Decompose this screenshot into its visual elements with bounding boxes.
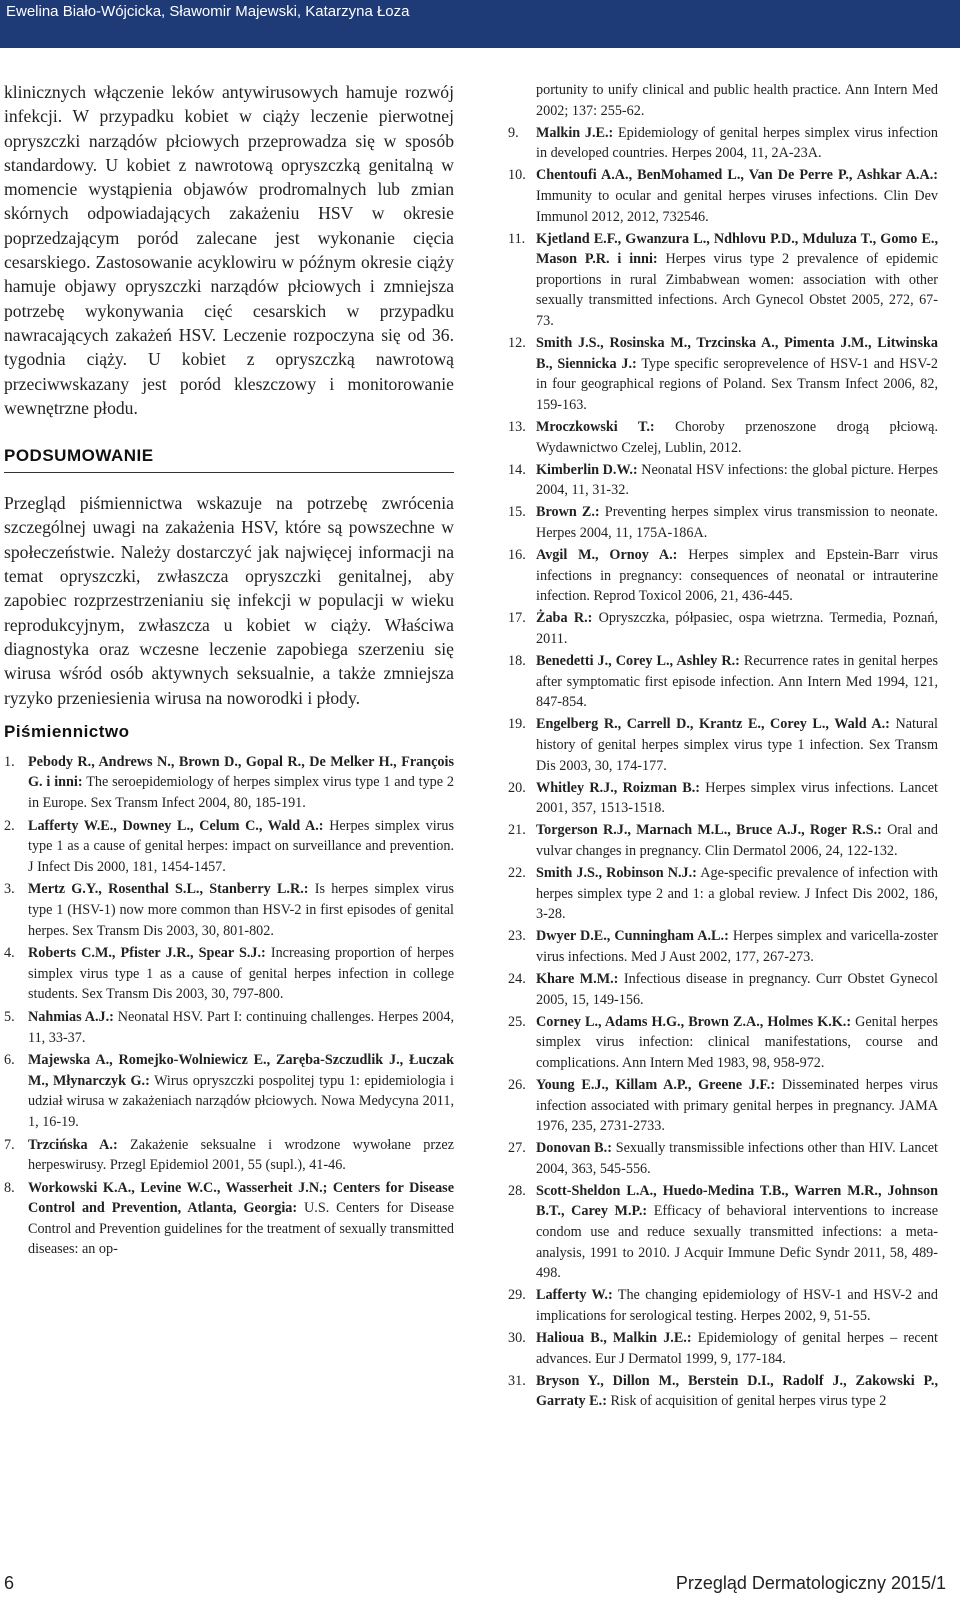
reference-text: Immunity to ocular and genital herpes viruses infections. Clin Dev Immunol 2012, 2012, 732546. xyxy=(536,187,938,225)
reference-authors: Mertz G.Y., Rosenthal S.L., Stanberry L.R.: xyxy=(28,881,309,898)
reference-authors: Avgil M., Ornoy A.: xyxy=(536,547,678,564)
reference-item xyxy=(508,123,938,164)
reference-text: Herpes simplex virus infections. Lancet 2001, 357, 1513-1518. xyxy=(536,779,938,817)
reference-number: 6. xyxy=(4,1052,15,1069)
reference-number: 21. xyxy=(508,822,526,839)
reference-text: Herpes simplex and varicella-zoster virus infections. Med J Aust 2002, 177, 267-273. xyxy=(536,928,938,965)
reference-text: Opryszczka, półpasiec, ospa wietrzna. Termedia, Poznań, 2011. xyxy=(536,610,938,647)
reference-authors: Donovan B.: xyxy=(536,1140,612,1157)
reference-item xyxy=(508,417,938,458)
reference-authors: Brown Z.: xyxy=(536,504,600,521)
reference-authors: Nahmias A.J.: xyxy=(28,1008,114,1025)
reference-text: U.S. Centers for Disease Control and Prevention guidelines for the treatment of sexually transmitted diseases: an op- xyxy=(28,1200,454,1258)
reference-number: 11. xyxy=(508,230,526,247)
reference-text: Efficacy of behavioral interventions to increase condom use and reduce sexually transmitted infections: a meta-analysis, 1991 to 2010. J Acquir Immune Defic Syndr 2011, 58, 489-498. xyxy=(536,1203,938,1282)
page-footer xyxy=(0,1573,960,1597)
reference-number: 2. xyxy=(4,817,15,834)
reference-number: 19. xyxy=(508,716,526,733)
reference-text: Epidemiology of genital herpes simplex virus infection in developed countries. Herpes 2004, 11, 2A-23A. xyxy=(536,124,938,162)
reference-item xyxy=(508,778,938,819)
reference-text: Sexually transmissible infections other than HIV. Lancet 2004, 363, 545-556. xyxy=(536,1140,938,1177)
reference-text: Wirus opryszczki pospolitej typu 1: epidemiologia i udział wirusa w zakażeniach narządów płciowych. Nowa Medycyna 2011, 1, 16-19. xyxy=(28,1072,455,1130)
reference-item xyxy=(4,1050,454,1132)
reference-text: Zakażenie seksualne i wrodzone wywołane przez herpeswirusy. Przegl Epidemiol 2001, 55 (supl.), 41-46. xyxy=(28,1136,454,1174)
reference-text: Neonatal HSV infections: the global picture. Herpes 2004, 11, 31-32. xyxy=(536,461,938,499)
reference-authors: Pebody R., Andrews N., Brown D., Gopal R., De Melker H., François G. i inni: xyxy=(28,753,454,791)
reference-text: Epidemiology of genital herpes – recent advances. Eur J Dermatol 1999, 9, 177-184. xyxy=(536,1330,939,1367)
reference-item xyxy=(508,608,938,649)
reference-item xyxy=(508,926,938,967)
reference-text: Natural history of genital herpes simplex virus type 1 infection. Sex Transm Dis 2003, 30, 174-177. xyxy=(536,716,938,774)
reference-item xyxy=(508,1181,938,1284)
reference-text: Recurrence rates in genital herpes after symptomatic first episode infection. Ann Intern Med 1994, 121, 847-854. xyxy=(536,653,938,711)
page-number: 6 xyxy=(4,1573,15,1593)
summary-heading: PODSUMOWANIE xyxy=(4,446,454,473)
reference-number: 1. xyxy=(4,753,15,770)
reference-number: 18. xyxy=(508,653,526,670)
reference-number: 28. xyxy=(508,1182,526,1199)
reference-item xyxy=(508,333,938,415)
reference-authors: Kimberlin D.W.: xyxy=(536,461,638,478)
journal-name: Przegląd Dermatologiczny 2015/1 xyxy=(675,1573,946,1593)
reference-item xyxy=(4,943,454,1005)
reference-authors: Malkin J.E.: xyxy=(536,124,614,141)
reference-text: Risk of acquisition of genital herpes virus type 2 xyxy=(606,1393,887,1410)
reference-item xyxy=(4,1178,454,1260)
running-head-authors: Ewelina Biało-Wójcicka, Sławomir Majewski, Katarzyna Łoza xyxy=(6,3,410,20)
reference-text: Increasing proportion of herpes simplex virus type 1 as a cause of genital herpes infection in college students. Sex Transm Dis 2003, 30, 797-800. xyxy=(28,945,454,1003)
reference-item xyxy=(4,752,454,814)
reference-text: Choroby przenoszone drogą płciową. Wydawnictwo Czelej, Lublin, 2012. xyxy=(536,419,938,456)
reference-authors: Halioua B., Malkin J.E.: xyxy=(536,1330,692,1347)
reference-authors: Lafferty W.: xyxy=(536,1287,613,1304)
reference-number: 7. xyxy=(4,1136,15,1153)
reference-number: 15. xyxy=(508,504,526,521)
reference-item xyxy=(4,816,454,878)
reference-authors: Whitley R.J., Roizman B.: xyxy=(536,779,701,796)
references-heading: Piśmiennictwo xyxy=(4,721,130,741)
reference-text: The changing epidemiology of HSV-1 and HSV-2 and implications for serological testing. Herpes 2002, 9, 51-55. xyxy=(536,1287,938,1324)
reference-authors: Young E.J., Killam A.P., Greene J.F.: xyxy=(536,1076,776,1093)
reference-number: 20. xyxy=(508,779,526,796)
reference-item xyxy=(508,820,938,861)
reference-item xyxy=(508,969,938,1010)
reference-number: 27. xyxy=(508,1140,526,1157)
reference-authors: Corney L., Adams H.G., Brown Z.A., Holmes K.K.: xyxy=(536,1013,852,1030)
reference-text: Preventing herpes simplex virus transmission to neonate. Herpes 2004, 11, 175A-186A. xyxy=(536,504,939,541)
reference-text: Genital herpes simplex virus infection: clinical manifestations, course and complications. Ann Intern Med 1983, 98, 958-972. xyxy=(536,1013,938,1071)
reference-number: 3. xyxy=(4,881,15,898)
reference-text: Oral and vulvar changes in pregnancy. Clin Dermatol 2006, 24, 122-132. xyxy=(536,822,938,859)
reference-number: 29. xyxy=(508,1287,526,1304)
reference-text: Herpes virus type 2 prevalence of epidemic proportions in rural Zimbabwean women: association with other sexually transmitted infections. Arch Gynecol Obstet 2005, 272, 67-73. xyxy=(536,251,938,330)
reference-number: 23. xyxy=(508,928,526,945)
left-column xyxy=(4,80,454,1262)
body-paragraph: klinicznych włączenie leków antywirusowych hamuje rozwój infekcji. W przypadku kobiet w ciąży leczenie pierwotnej opryszczki narządów płciowych przeprowadza się w sposób standardowy. U kobiet z nawrotową opryszczką genitalną w momencie wystąpienia objawów prodromalnych lub zmian skórnych odpowiadających zakażeniu HSV w okresie poprzedzającym poród zalecane jest wykonanie cięcia cesarskiego. Zastosowanie acyklowiru w późnym okresie ciąży hamuje objawy opryszczki narządów płciowych i zmniejsza potrzebę wykonywania cięć cesarskich w przypadku nawracających zakażeń HSV. Leczenie rozpoczyna się od 36. tygodnia ciąży. U kobiet z opryszczką nawrotową przeciwwskazany jest poród kleszczowy i monitorowanie wewnętrzne płodu. xyxy=(4,82,454,418)
reference-authors: Majewska A., Romejko-Wolniewicz E., Zaręba-Szczudlik J., Łuczak M., Młynarczyk G.: xyxy=(28,1052,454,1089)
reference-number: 31. xyxy=(508,1372,526,1389)
reference-item xyxy=(508,863,938,925)
reference-number: 25. xyxy=(508,1013,526,1030)
reference-text: Disseminated herpes virus infection associated with primary genital herpes in pregnancy. JAMA 1976, 235, 2731-2733. xyxy=(536,1076,938,1135)
reference-item xyxy=(508,1371,938,1412)
reference-number: 13. xyxy=(508,419,526,435)
reference-number: 16. xyxy=(508,547,526,564)
reference-item xyxy=(508,1075,938,1137)
reference-authors: Benedetti J., Corey L., Ashley R.: xyxy=(536,653,740,670)
reference-text: Age-specific prevalence of infection with herpes simplex type 2 and 1: a global review. J Infect Dis 2002, 186, 3-28. xyxy=(536,864,939,923)
right-column xyxy=(508,80,938,1413)
reference-item xyxy=(508,460,938,501)
reference-authors: Trzcińska A.: xyxy=(28,1136,118,1153)
reference-authors: Żaba R.: xyxy=(536,610,593,627)
reference-authors: Lafferty W.E., Downey L., Celum C., Wald A.: xyxy=(28,817,324,834)
references-list-left xyxy=(4,752,454,1260)
reference-item xyxy=(508,545,938,607)
reference-number: 9. xyxy=(508,124,519,141)
reference-authors: Khare M.M.: xyxy=(536,970,619,987)
reference-number: 14. xyxy=(508,461,526,478)
reference-text: Herpes simplex and Epstein-Barr virus infections in pregnancy: consequences of neonatal or intrauterine infection. Reprod Toxicol 2006, 21, 436-445. xyxy=(536,547,938,605)
reference-authors: Bryson Y., Dillon M., Berstein D.I., Radolf J., Zakowski P., Garraty E.: xyxy=(536,1372,938,1410)
reference-text: Neonatal HSV. Part I: continuing challenges. Herpes 2004, 11, 33-37. xyxy=(28,1008,454,1046)
reference-item xyxy=(508,651,938,713)
reference-authors: Dwyer D.E., Cunningham A.L.: xyxy=(536,928,729,945)
reference-number: 24. xyxy=(508,970,526,987)
reference-number: 10. xyxy=(508,167,526,184)
reference-number: 5. xyxy=(4,1008,15,1025)
reference-authors: Kjetland E.F., Gwanzura L., Ndhlovu P.D., Mduluza T., Gomo E., Mason P.R. i inni: xyxy=(536,230,938,268)
reference-number: 30. xyxy=(508,1330,526,1347)
reference-item xyxy=(508,1285,938,1326)
reference-item xyxy=(508,80,938,121)
reference-authors: Workowski K.A., Levine W.C., Wasserheit J.N.; Centers for Disease Control and Prevention, Atlanta, Georgia: xyxy=(28,1179,454,1217)
reference-text: Is herpes simplex virus type 1 (HSV-1) now more common than HSV-2 in first episodes of genital herpes. Sex Transm Dis 2003, 30, 801-802. xyxy=(28,881,454,939)
reference-item xyxy=(508,502,938,543)
reference-item xyxy=(508,1012,938,1074)
reference-number: 26. xyxy=(508,1076,526,1093)
reference-item xyxy=(508,229,938,332)
header-bar xyxy=(0,0,960,48)
reference-authors: Smith J.S., Rosinska M., Trzcinska A., Pimenta J.M., Litwinska B., Siennicka J.: xyxy=(536,335,938,372)
reference-item xyxy=(4,1007,454,1048)
reference-item xyxy=(4,879,454,941)
reference-number: 17. xyxy=(508,610,526,627)
reference-text: Type specific seroprevelence of HSV-1 and HSV-2 in four geographical regions of Poland. Sex Transm Infect 2006, 82, 159-163. xyxy=(536,355,938,413)
reference-item xyxy=(508,165,938,227)
references-list-right xyxy=(508,80,938,1412)
reference-item xyxy=(4,1135,454,1176)
summary-paragraph: Przegląd piśmiennictwa wskazuje na potrzebę zwrócenia szczególnej uwagi na zakażenia HSV, które są powszechne w społeczeństwie. Należy dostarczyć jak najwięcej informacji na temat opryszczki, zwłaszcza opryszczki genitalnej, aby zapobiec rozprzestrzenianiu się infekcji w populacji w wieku reprodukcyjnym, zwłaszcza u kobiet w ciąży. Właściwa diagnostyka oraz wczesne leczenie zapobiega szerzeniu się wirusa wśród osób aktywnych seksualnie, a także zmniejsza ryzyko przeniesienia wirusa na noworodki i płody. xyxy=(4,493,454,708)
reference-number: 22. xyxy=(508,864,526,881)
reference-authors: Chentoufi A.A., BenMohamed L., Van De Perre P., Ashkar A.A.: xyxy=(536,167,938,184)
reference-text: The seroepidemiology of herpes simplex virus type 1 and type 2 in Europe. Sex Transm Infect 2004, 80, 185-191. xyxy=(28,774,455,812)
reference-text: portunity to unify clinical and public health practice. Ann Intern Med 2002; 137: 255-62. xyxy=(536,82,938,119)
reference-item xyxy=(508,714,938,776)
reference-authors: Torgerson R.J., Marnach M.L., Bruce A.J., Roger R.S.: xyxy=(536,822,882,839)
reference-number: 4. xyxy=(4,945,15,962)
reference-authors: Engelberg R., Carrell D., Krantz E., Corey L., Wald A.: xyxy=(536,716,890,733)
reference-item xyxy=(508,1328,938,1369)
reference-authors: Mroczkowski T.: xyxy=(536,419,655,435)
reference-number: 12. xyxy=(508,335,526,352)
reference-authors: Roberts C.M., Pfister J.R., Spear S.J.: xyxy=(28,945,266,962)
reference-text: Herpes simplex virus type 1 as a cause of genital herpes: impact on surveillance and prevention. J Infect Dis 2000, 181, 1454-1457. xyxy=(28,817,454,875)
reference-number: 8. xyxy=(4,1179,15,1196)
reference-authors: Smith J.S., Robinson N.J.: xyxy=(536,864,697,881)
reference-authors: Scott-Sheldon L.A., Huedo-Medina T.B., Warren M.R., Johnson B.T., Carey M.P.: xyxy=(536,1182,938,1220)
reference-text: Infectious disease in pregnancy. Curr Obstet Gynecol 2005, 15, 149-156. xyxy=(536,970,938,1008)
reference-item xyxy=(508,1138,938,1179)
